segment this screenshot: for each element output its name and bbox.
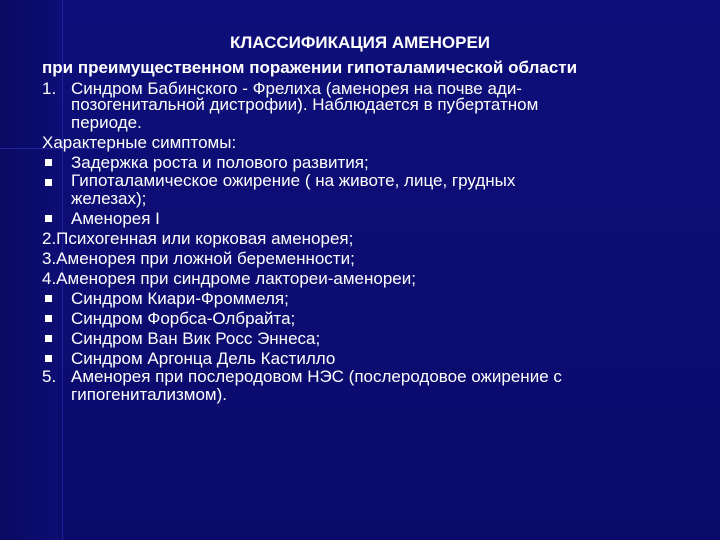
- list-item-2: [42, 229, 702, 249]
- item-text: Задержка роста и полового развития;: [71, 153, 369, 172]
- list-item-3: [42, 249, 702, 269]
- syndrome-item: [42, 289, 702, 309]
- item-text: Синдром Аргонца Дель Кастилло: [71, 349, 336, 368]
- symptoms-heading: [42, 133, 702, 153]
- item-text: позогенитальной дистрофии). Наблюдается в пубертатном: [71, 95, 539, 114]
- square-bullet-icon: [45, 295, 52, 302]
- square-bullet-icon: [45, 315, 52, 322]
- syndrome-item: [42, 309, 702, 329]
- square-bullet-icon: [45, 215, 52, 222]
- slide-subtitle: при преимущественном поражении гипоталамической области: [42, 58, 578, 77]
- item-text: Синдром Бабинского - Фрелиха (аменорея на почве ади-: [71, 79, 522, 98]
- list-item-1-cont: [42, 113, 702, 133]
- slide-title: КЛАССИФИКАЦИЯ АМЕНОРЕИ: [229, 33, 491, 52]
- item-text: 4.Аменорея при синдроме лактореи-аменореи;: [42, 269, 416, 288]
- symptom-item: [42, 209, 702, 229]
- item-text: Синдром Форбса-Олбрайта;: [71, 309, 296, 328]
- item-text: Аменорея I: [71, 209, 160, 228]
- syndrome-item: [42, 349, 702, 369]
- item-text: гипогенитализмом).: [71, 385, 227, 404]
- list-item-4: [42, 269, 702, 289]
- square-bullet-icon: [45, 355, 52, 362]
- list-item-1-cont: [42, 97, 702, 113]
- list-item-5: [42, 369, 702, 385]
- item-text: 2.Психогенная или корковая аменорея;: [42, 229, 354, 248]
- item-text: железах);: [71, 189, 147, 208]
- item-text: Синдром Киари-Фроммеля;: [71, 289, 289, 308]
- item-text: Синдром Ван Вик Росс Эннеса;: [71, 329, 321, 348]
- item-number: 5.: [42, 367, 57, 386]
- item-text: 3.Аменорея при ложной беременности;: [42, 249, 355, 268]
- item-number: 1.: [42, 79, 57, 98]
- list-item-5-cont: [42, 385, 702, 405]
- syndrome-item: [42, 329, 702, 349]
- item-text: Гипоталамическое ожирение ( на животе, лице, грудных: [71, 171, 516, 190]
- symptom-item-cont: [42, 189, 702, 209]
- symptom-item: [42, 153, 702, 173]
- square-bullet-icon: [45, 335, 52, 342]
- square-bullet-icon: [45, 159, 52, 166]
- item-text: Характерные симптомы:: [42, 133, 237, 152]
- item-text: Аменорея при послеродовом НЭС (послеродовое ожирение с: [71, 367, 562, 386]
- item-text: периоде.: [71, 113, 142, 132]
- symptom-item: [42, 173, 702, 189]
- square-bullet-icon: [45, 179, 52, 186]
- classification-list: [42, 81, 702, 405]
